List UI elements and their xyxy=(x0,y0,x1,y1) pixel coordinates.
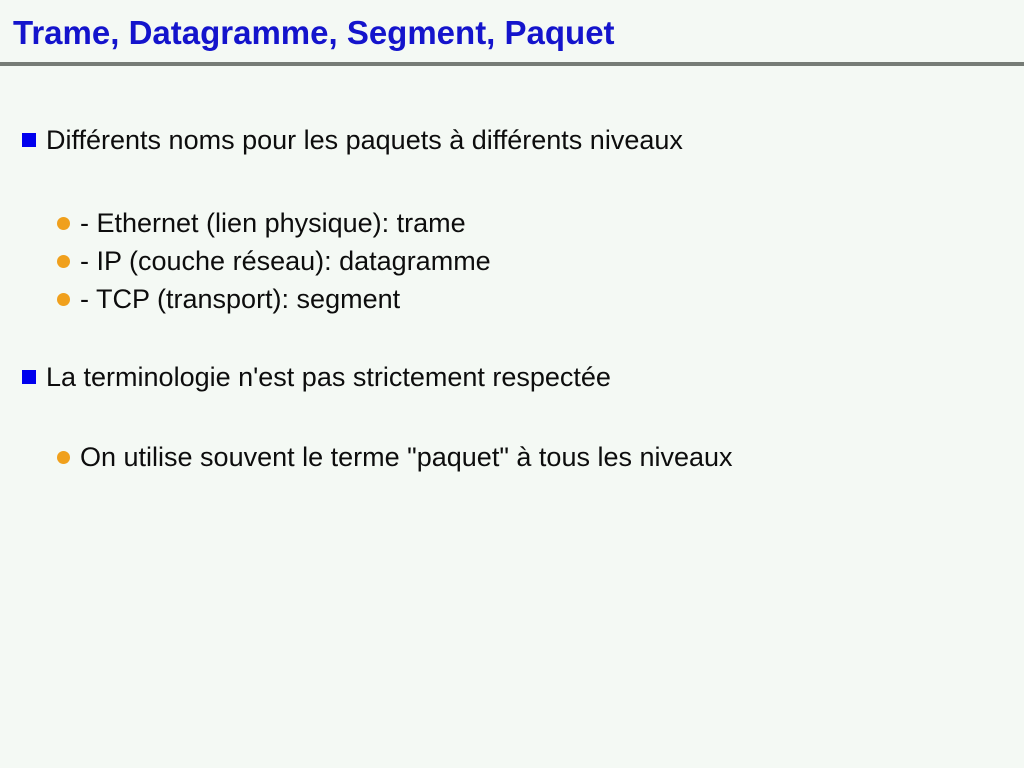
sub-bullet-text: - IP (couche réseau): datagramme xyxy=(80,246,491,276)
slide-title: Trame, Datagramme, Segment, Paquet xyxy=(13,14,615,51)
square-bullet-icon xyxy=(22,133,36,147)
bullet-item xyxy=(0,358,1024,396)
bullet-text: La terminologie n'est pas strictement respectée xyxy=(46,362,611,392)
circle-bullet-icon xyxy=(57,293,70,306)
sub-bullet-text: On utilise souvent le terme "paquet" à tous les niveaux xyxy=(80,442,733,472)
circle-bullet-icon xyxy=(57,451,70,464)
sub-bullet-item xyxy=(0,438,1024,476)
bullet-item xyxy=(0,121,1024,159)
sub-bullet-text: - Ethernet (lien physique): trame xyxy=(80,208,466,238)
sub-bullet-item xyxy=(0,242,1024,280)
sub-bullet-item xyxy=(0,204,1024,242)
sub-bullet-text: - TCP (transport): segment xyxy=(80,284,401,314)
title-divider xyxy=(0,62,1024,66)
sub-bullet-item xyxy=(0,280,1024,318)
circle-bullet-icon xyxy=(57,255,70,268)
bullet-text: Différents noms pour les paquets à différents niveaux xyxy=(46,125,683,155)
circle-bullet-icon xyxy=(57,217,70,230)
square-bullet-icon xyxy=(22,370,36,384)
